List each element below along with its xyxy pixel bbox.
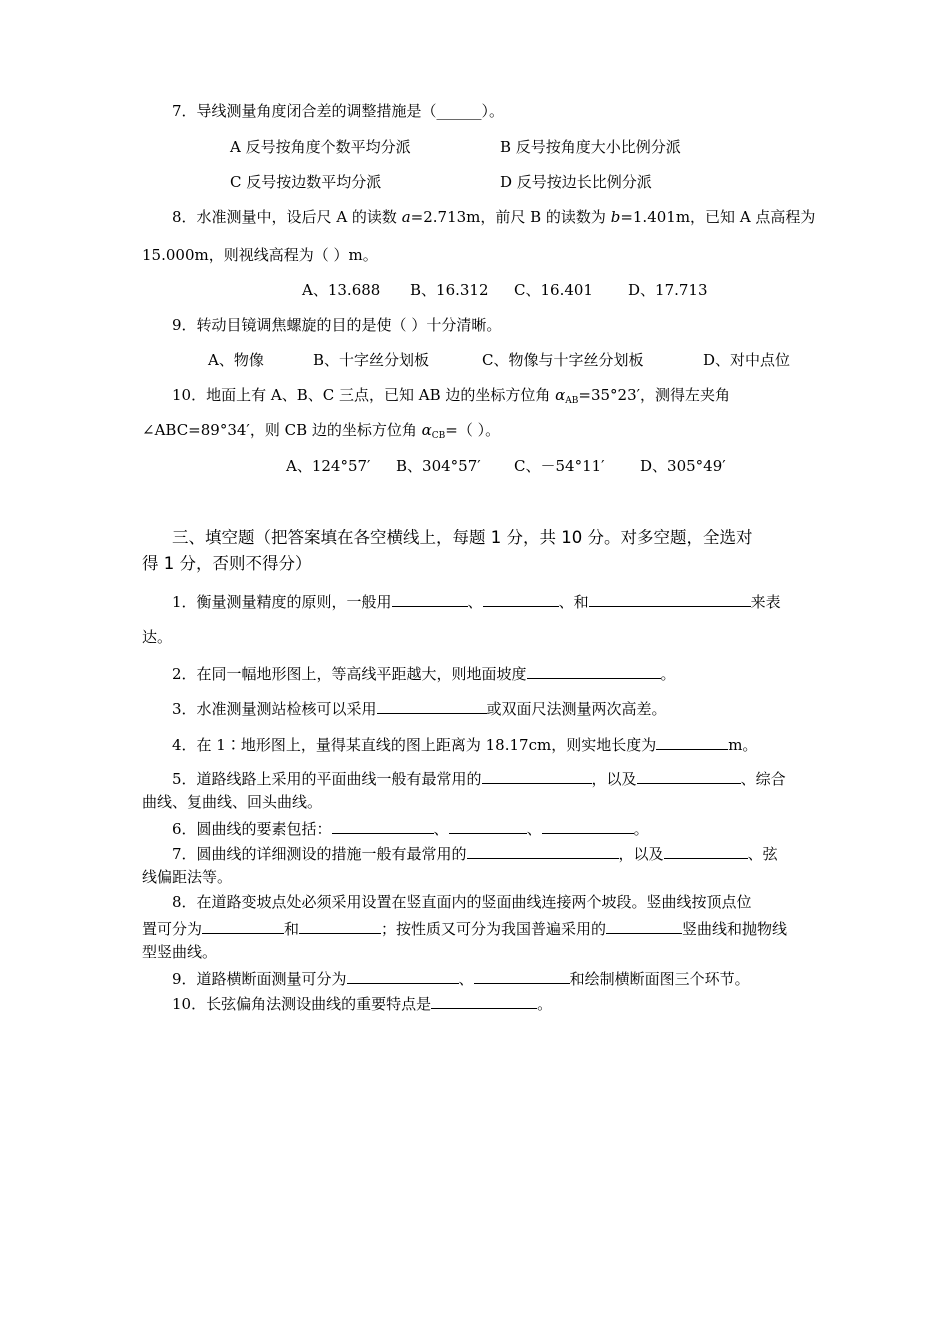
fill-q7-text-b: ，以及 [618,845,664,863]
fill-q4 [172,733,757,755]
q10-sub-ab: AB [565,396,579,406]
q7-text: 导线测量角度闭合差的调整措施是（______）。 [196,102,505,120]
fill-q8-text-d: ；按性质又可分为我国普遍采用的 [381,920,607,938]
fill-q6-text-c: 、 [526,820,542,838]
fill-q7-blank-2[interactable] [664,842,748,859]
q7-stem [172,101,504,121]
fill-q6-text-d: 。 [633,820,649,838]
q9-option-a: A、物像 [208,351,264,369]
fill-q1-text-a: 1．衡量测量精度的原则，一般用 [172,593,392,611]
fill-q8-blank-2[interactable] [299,917,381,934]
q9-option-b: B、十字丝分划板 [313,351,430,369]
fill-q5-blank-2[interactable] [637,767,741,784]
q10-number: 10． [172,386,207,404]
fill-q7-line1 [172,842,778,864]
fill-q6-blank-2[interactable] [449,817,527,834]
fill-q6-text-b: 、 [433,820,449,838]
fill-q10 [172,992,552,1014]
fill-q2-text-b: 。 [660,665,676,683]
fill-q4-text-b: m。 [728,736,758,754]
q8-text-a: 水准测量中，设后尺 A 的读数 [196,208,402,226]
q10-text-b: =35°23′，测得左夹角 [578,386,731,404]
fill-q7-blank-1[interactable] [467,842,619,859]
q7-option-a: A 反号按角度个数平均分派 [230,138,411,156]
q10-option-d: D、305°49′ [640,457,726,475]
fill-q8-line3: 型竖曲线。 [142,943,218,961]
fill-q10-text-a: 10．长弦偏角法测设曲线的重要特点是 [172,995,432,1013]
fill-q6-blank-3[interactable] [542,817,634,834]
fill-q9 [172,967,750,989]
fill-q10-text-b: 。 [537,995,553,1013]
q7-option-d: D 反号按边长比例分派 [500,173,652,191]
q10-stem-line1 [172,385,730,411]
fill-q5-blank-1[interactable] [482,767,592,784]
fill-q8-blank-1[interactable] [202,917,284,934]
q8-option-d: D、17.713 [628,281,708,299]
q9-number: 9． [172,316,197,334]
fill-q3-blank-1[interactable] [377,697,487,714]
fill-q1-text-b: 、 [467,593,483,611]
fill-q3 [172,697,667,719]
fill-q1-blank-1[interactable] [392,590,468,607]
q7-option-b: B 反号按角度大小比例分派 [500,138,681,156]
fill-q1-text-c: 、和 [558,593,589,611]
fill-q8-text-b: 置可分为 [142,920,203,938]
q10-text-a: 地面上有 A、B、C 三点，已知 AB 边的坐标方位角 [206,386,556,404]
q8-option-c: C、16.401 [514,281,593,299]
q10-sub-cb: CB [431,431,446,441]
fill-q1-line2: 达。 [142,628,173,646]
fill-q5-line1 [172,767,786,789]
section3-heading-line2: 得 1 分，否则不得分） [142,554,312,573]
fill-q9-blank-2[interactable] [474,967,570,984]
fill-q1-line1 [172,590,781,612]
q8-stem-line2: 15.000m，则视线高程为（ ）m。 [142,246,378,264]
q10-alpha-cb: α [421,421,432,439]
fill-q3-text-b: 或双面尺法测量两次高差。 [486,700,667,718]
fill-q5-text-a: 5．道路线路上采用的平面曲线一般有最常用的 [172,770,482,788]
q10-option-a: A、124°57′ [286,457,371,475]
fill-q9-text-a: 9．道路横断面测量可分为 [172,970,347,988]
q10-alpha-ab: α [555,386,566,404]
q10-text-c: ∠ABC=89°34′，则 CB 边的坐标方位角 [142,421,422,439]
fill-q7-text-c: 、弦 [747,845,778,863]
fill-q4-blank-1[interactable] [656,733,728,750]
fill-q1-text-d: 来表 [750,593,781,611]
q8-var-a: a [401,208,411,226]
fill-q2 [172,662,676,684]
q10-text-d: =（ ）。 [445,421,501,439]
q8-option-a: A、13.688 [302,281,381,299]
fill-q1-blank-3[interactable] [589,590,751,607]
fill-q6 [172,817,649,839]
fill-q8-line2 [142,917,787,939]
fill-q3-text-a: 3．水准测量测站检核可以采用 [172,700,377,718]
fill-q5-text-b: ，以及 [591,770,637,788]
fill-q7-text-a: 7．圆曲线的详细测设的措施一般有最常用的 [172,845,467,863]
q8-text-c: =1.401m，已知 A 点高程为 [620,208,816,226]
fill-q5-line2: 曲线、复曲线、回头曲线。 [142,793,323,811]
q8-text-b: =2.713m，前尺 B 的读数为 [410,208,611,226]
q9-option-d: D、对中点位 [703,351,791,369]
fill-q8-text-e: 竖曲线和抛物线 [682,920,788,938]
fill-q8-blank-3[interactable] [606,917,682,934]
fill-q6-blank-1[interactable] [332,817,434,834]
fill-q2-blank-1[interactable] [527,662,661,679]
fill-q2-text-a: 2．在同一幅地形图上，等高线平距越大，则地面坡度 [172,665,527,683]
fill-q6-text-a: 6．圆曲线的要素包括： [172,820,332,838]
q9-text: 转动目镜调焦螺旋的目的是使（ ）十分清晰。 [196,316,502,334]
q7-option-c: C 反号按边数平均分派 [230,173,382,191]
q10-option-c: C、－54°11′ [514,457,605,475]
fill-q9-text-c: 和绘制横断面图三个环节。 [569,970,750,988]
fill-q8-line1: 8．在道路变坡点处必须采用设置在竖直面内的竖面曲线连接两个坡段。竖曲线按顶点位 [172,893,752,911]
fill-q4-text-a: 4．在 1∶地形图上，量得某直线的图上距离为 18.17cm，则实地长度为 [172,736,657,754]
q9-stem [172,315,501,335]
q8-stem-line1 [172,207,815,227]
section3-heading-line1: 三、填空题（把答案填在各空横线上，每题 1 分，共 10 分。对多空题，全选对 [172,528,753,547]
fill-q1-blank-2[interactable] [483,590,559,607]
fill-q5-text-c: 、综合 [740,770,786,788]
q10-option-b: B、304°57′ [396,457,481,475]
fill-q9-text-b: 、 [458,970,474,988]
fill-q10-blank-1[interactable] [431,992,537,1009]
fill-q8-text-c: 和 [284,920,300,938]
q8-number: 8． [172,208,197,226]
fill-q7-line2: 线偏距法等。 [142,868,233,886]
q8-option-b: B、16.312 [410,281,489,299]
q10-stem-line2 [142,420,500,446]
fill-q9-blank-1[interactable] [347,967,459,984]
q7-number: 7． [172,102,197,120]
q8-var-b: b [610,208,621,226]
q9-option-c: C、物像与十字丝分划板 [482,351,644,369]
